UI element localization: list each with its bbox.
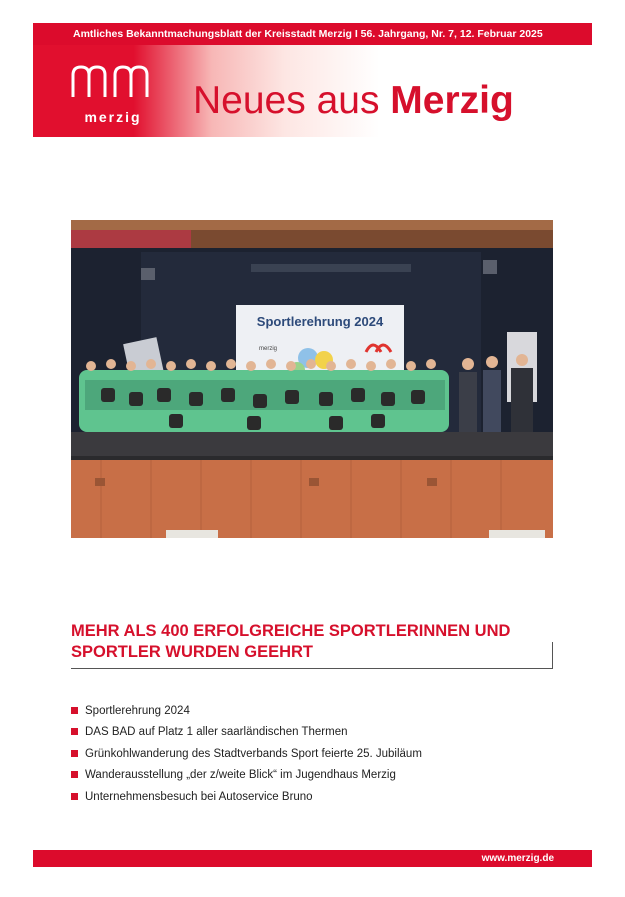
- title-bold: Merzig: [390, 79, 514, 122]
- lead-headline: MEHR ALS 400 ERFOLGREICHE SPORTLERINNEN UND SPORTLER WURDEN GEEHRT: [71, 622, 511, 661]
- list-item: [71, 725, 551, 746]
- list-item-label: Wanderausstellung „der z/weite Blick“ im Jugendhaus Merzig: [85, 769, 396, 782]
- banner-logo-text: merzig: [259, 346, 278, 352]
- logo-wordmark: merzig: [84, 109, 142, 125]
- title-prefix: Neues aus: [193, 79, 391, 122]
- list-item-label: Sportlerehrung 2024: [85, 705, 190, 717]
- cover-photo: [71, 220, 553, 538]
- list-item: [71, 768, 551, 789]
- list-item-label: Unternehmensbesuch bei Autoservice Bruno: [85, 790, 313, 803]
- list-item: [71, 704, 551, 725]
- bullet-square-icon: [71, 707, 78, 714]
- stage-photo-illustration: [71, 220, 553, 538]
- mm-logo-icon: [71, 61, 153, 101]
- list-item-label: Grünkohlwanderung des Stadtverbands Sport feierte 25. Jubiläum: [85, 747, 422, 760]
- masthead-banner: [33, 45, 592, 137]
- top-info-bar: [33, 23, 592, 45]
- merzig-logo: [71, 61, 153, 125]
- list-item-label: DAS BAD auf Platz 1 aller saarländischen Thermen: [85, 726, 348, 739]
- website-link[interactable]: www.merzig.de: [481, 853, 554, 864]
- list-item: [71, 790, 551, 811]
- publication-info: Amtliches Bekanntmachungsblatt der Kreisstadt Merzig I 56. Jahrgang, Nr. 7, 12. Februar 2025: [73, 28, 543, 40]
- page-title: [193, 81, 514, 120]
- bullet-square-icon: [71, 771, 78, 778]
- contents-list: [71, 704, 551, 811]
- bullet-square-icon: [71, 728, 78, 735]
- headline-rule-horizontal: [71, 668, 553, 669]
- bullet-square-icon: [71, 750, 78, 757]
- bullet-square-icon: [71, 793, 78, 800]
- list-item: [71, 747, 551, 768]
- banner-title: Sportlerehrung 2024: [256, 314, 384, 329]
- headline-rule-vertical: [552, 642, 553, 669]
- footer-bar: [33, 850, 592, 867]
